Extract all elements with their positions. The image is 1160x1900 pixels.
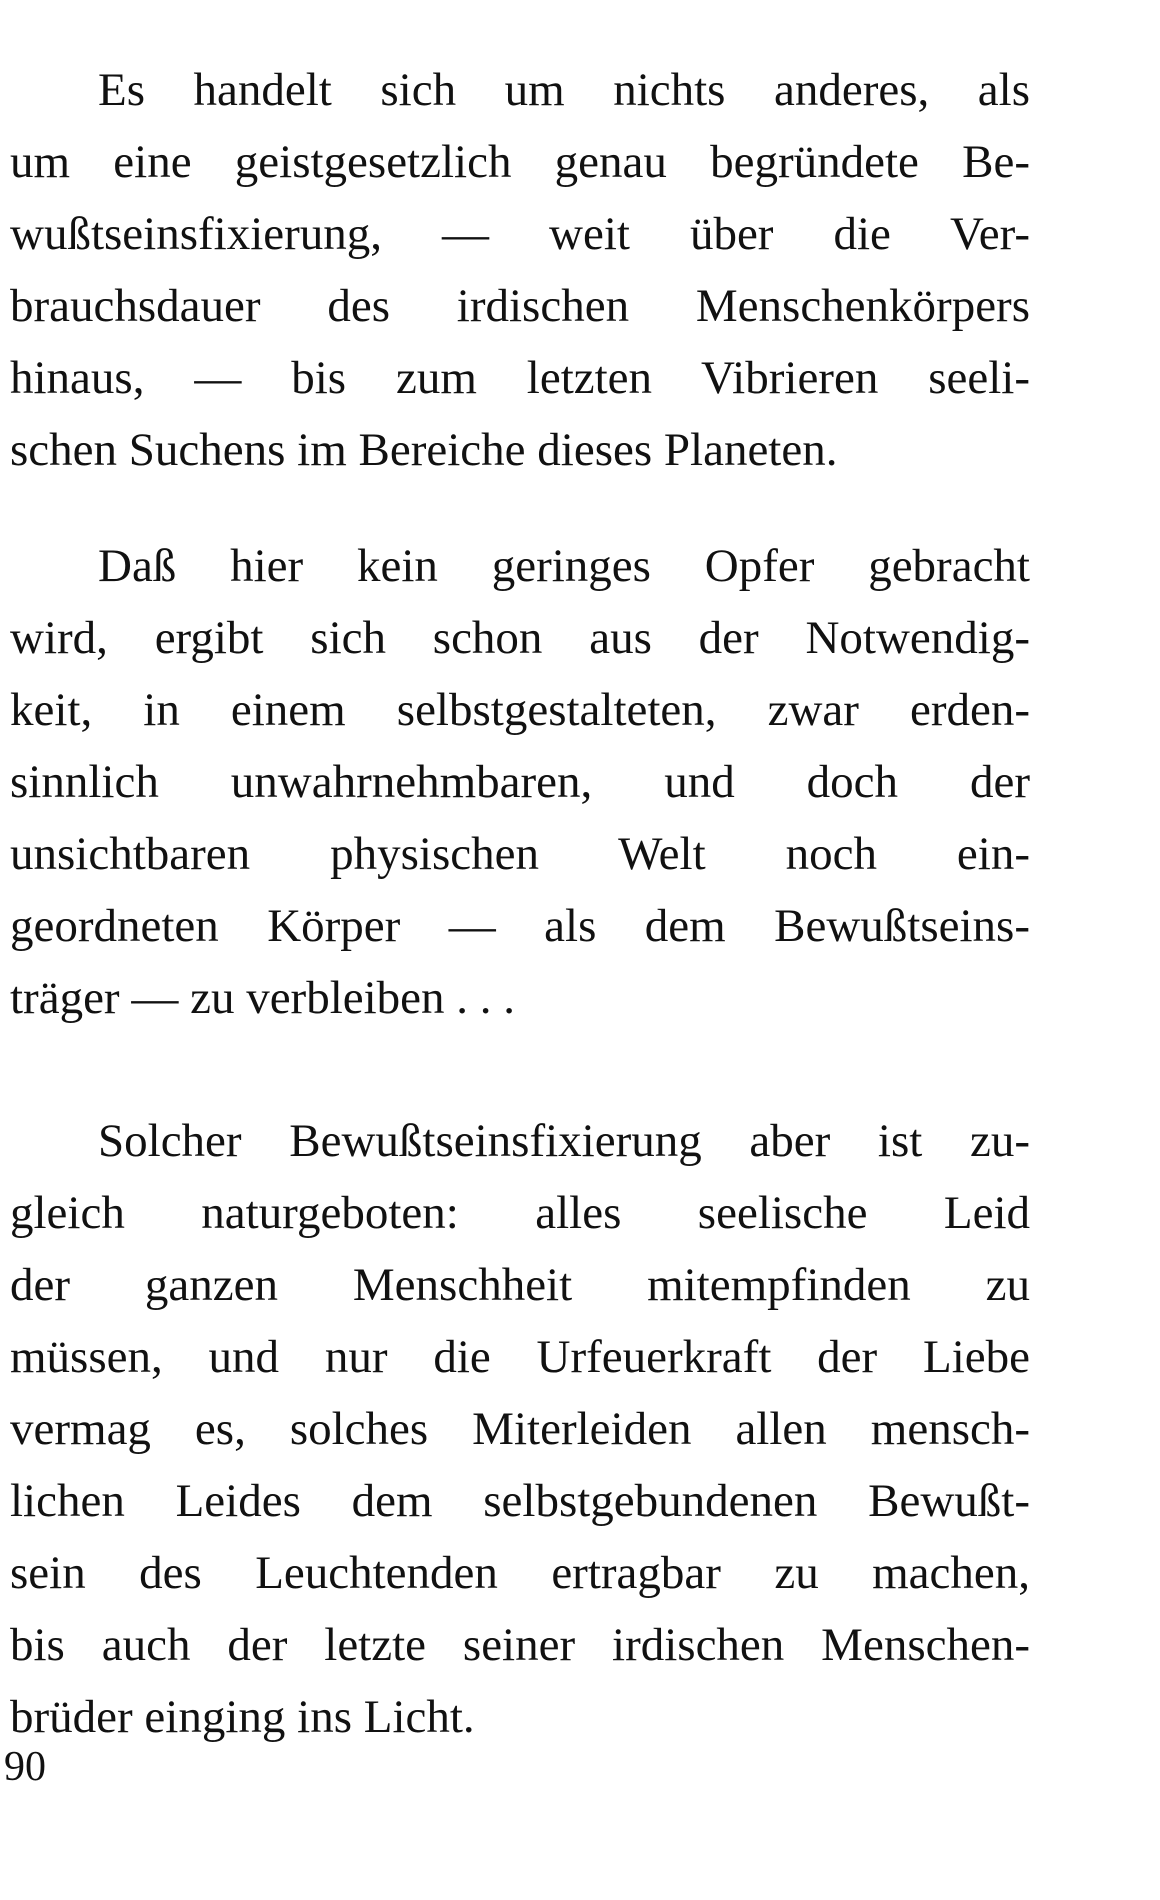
page-number: 90 (4, 1744, 46, 1790)
text-line: unsichtbaren physischen Welt noch ein- (10, 828, 1030, 880)
text-line: geordneten Körper — als dem Bewußtseins- (10, 900, 1030, 952)
text-line: lichen Leides dem selbstgebundenen Bewußt- (10, 1475, 1030, 1527)
text-line: brauchsdauer des irdischen Menschenkörpers (10, 280, 1030, 332)
text-line: vermag es, solches Miterleiden allen mensch- (10, 1403, 1030, 1455)
text-line: träger — zu verbleiben . . . (10, 972, 516, 1024)
text-line: Es handelt sich um nichts anderes, als (98, 64, 1030, 116)
text-line: wußtseinsfixierung, — weit über die Ver- (10, 208, 1030, 260)
text-line: schen Suchens im Bereiche dieses Planeten. (10, 424, 838, 476)
paragraph-1 (10, 54, 1030, 486)
text-line: bis auch der letzte seiner irdischen Menschen- (10, 1619, 1030, 1671)
paragraph-3 (10, 1105, 1030, 1753)
text-line: um eine geistgesetzlich genau begründete Be- (10, 136, 1030, 188)
text-line: keit, in einem selbstgestalteten, zwar erden- (10, 684, 1030, 736)
text-line: Solcher Bewußtseinsfixierung aber ist zu- (98, 1115, 1030, 1167)
text-line: gleich naturgeboten: alles seelische Leid (10, 1187, 1030, 1239)
paragraph-2 (10, 530, 1030, 1034)
text-line: sein des Leuchtenden ertragbar zu machen, (10, 1547, 1030, 1599)
text-line: brüder einging ins Licht. (10, 1691, 475, 1743)
text-line: sinnlich unwahrnehmbaren, und doch der (10, 756, 1030, 808)
text-line: hinaus, — bis zum letzten Vibrieren seeli- (10, 352, 1030, 404)
text-line: der ganzen Menschheit mitempfinden zu (10, 1259, 1030, 1311)
text-line: müssen, und nur die Urfeuerkraft der Liebe (10, 1331, 1030, 1383)
text-line: wird, ergibt sich schon aus der Notwendig- (10, 612, 1030, 664)
text-line: Daß hier kein geringes Opfer gebracht (98, 540, 1030, 592)
